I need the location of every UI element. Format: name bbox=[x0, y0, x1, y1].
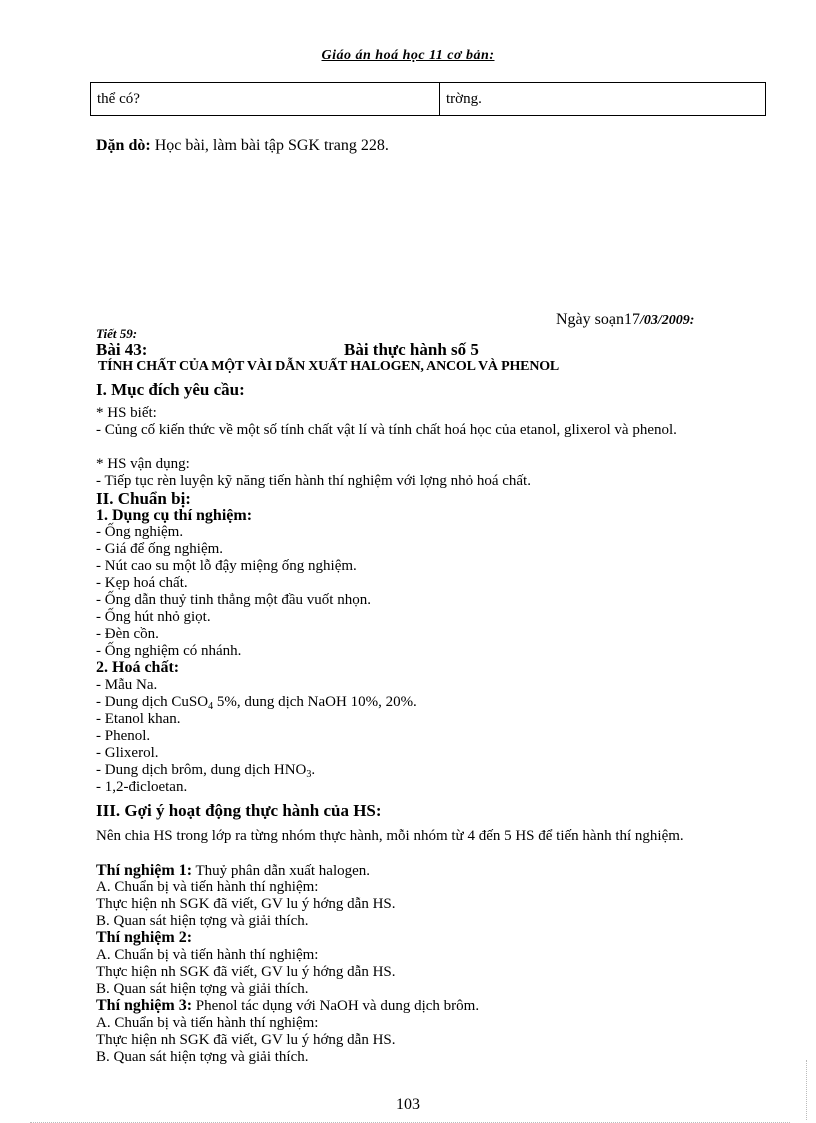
subsection-heading: 2. Hoá chất: bbox=[96, 659, 180, 676]
list-item: A. Chuẩn bị và tiến hành thí nghiệm: bbox=[96, 879, 319, 895]
list-item: Thực hiện nh SGK đã viết, GV lu ý hớng dẫn HS. bbox=[96, 1032, 396, 1048]
subsection-heading: 1. Dụng cụ thí nghiệm: bbox=[96, 507, 253, 524]
page-number: 103 bbox=[396, 1096, 420, 1113]
list-item: A. Chuẩn bị và tiến hành thí nghiệm: bbox=[96, 1015, 319, 1031]
list-item: - Glixerol. bbox=[96, 745, 159, 761]
experiment-label: Thí nghiệm 2: bbox=[96, 929, 193, 946]
date-label: Ngày soạn17 bbox=[556, 311, 640, 328]
lesson-number: Bài 43: bbox=[96, 340, 148, 359]
period-label: Tiết 59: bbox=[96, 326, 138, 341]
list-item: - Etanol khan. bbox=[96, 711, 181, 727]
list-item: - Ống dẫn thuỷ tinh thẳng một đầu vuốt nhọn. bbox=[96, 592, 371, 608]
list-item: - Ống nghiệm có nhánh. bbox=[96, 643, 242, 659]
list-item: - Đèn cồn. bbox=[96, 626, 159, 642]
table-cell: trờng. bbox=[440, 83, 766, 116]
list-item: - Ống hút nhỏ giọt. bbox=[96, 609, 211, 625]
lesson-subtitle: TÍNH CHẤT CỦA MỘT VÀI DẪN XUẤT HALOGEN, ANCOL VÀ PHENOL bbox=[98, 359, 560, 374]
list-item: Thực hiện nh SGK đã viết, GV lu ý hớng dẫn HS. bbox=[96, 896, 396, 912]
chem-text: 5%, dung dịch NaOH 10%, 20%. bbox=[213, 694, 417, 710]
continuation-table bbox=[90, 82, 766, 116]
table-cell: thể có? bbox=[91, 83, 440, 116]
experiment-title: Thuỷ phân dẫn xuất halogen. bbox=[192, 863, 371, 879]
list-item: - Phenol. bbox=[96, 728, 151, 744]
homework-label: Dặn dò: bbox=[96, 137, 151, 154]
date-line bbox=[556, 311, 694, 329]
list-item: B. Quan sát hiện tợng và giải thích. bbox=[96, 981, 309, 997]
experiment-3-title bbox=[96, 997, 479, 1015]
experiment-label: Thí nghiệm 3: bbox=[96, 997, 193, 1014]
list-item: B. Quan sát hiện tợng và giải thích. bbox=[96, 913, 309, 929]
list-item: B. Quan sát hiện tợng và giải thích. bbox=[96, 1049, 309, 1065]
list-item: Thực hiện nh SGK đã viết, GV lu ý hớng dẫn HS. bbox=[96, 964, 396, 980]
section-heading: III. Gợi ý hoạt động thực hành của HS: bbox=[96, 801, 382, 820]
date-value: /03/2009: bbox=[639, 313, 695, 328]
intro-text: Nên chia HS trong lớp ra từng nhóm thực hành, mỗi nhóm từ 4 đến 5 HS để tiến hành thí nghiệm. bbox=[96, 828, 684, 844]
list-item: - Kẹp hoá chất. bbox=[96, 575, 188, 591]
know-label: * HS biết: bbox=[96, 405, 157, 421]
list-item: - Ống nghiệm. bbox=[96, 524, 184, 540]
document-header: Giáo án hoá học 11 cơ bản: bbox=[321, 48, 495, 63]
chem-text: - Dung dịch CuSO bbox=[96, 694, 209, 710]
list-item bbox=[96, 694, 417, 711]
list-item: - Nút cao su một lỗ đậy miệng ống nghiệm. bbox=[96, 558, 357, 574]
chem-subscript: 4 bbox=[208, 701, 214, 712]
chem-subscript: 3 bbox=[306, 769, 312, 780]
apply-label: * HS vận dụng: bbox=[96, 456, 190, 472]
lesson-title: Bài thực hành số 5 bbox=[344, 340, 479, 359]
section-heading: I. Mục đích yêu cầu: bbox=[96, 380, 245, 399]
table-row bbox=[91, 83, 766, 116]
list-item: - 1,2-đicloetan. bbox=[96, 779, 188, 795]
list-item bbox=[96, 762, 315, 779]
list-item: - Mẫu Na. bbox=[96, 677, 158, 693]
experiment-title: Phenol tác dụng với NaOH và dung dịch brôm. bbox=[192, 998, 480, 1014]
margin-dotted-divider bbox=[806, 1060, 807, 1120]
know-text: - Củng cố kiến thức về một số tính chất vật lí và tính chất hoá học của etanol, glixerol và phenol. bbox=[96, 422, 677, 438]
homework-line bbox=[96, 137, 389, 155]
homework-text: Học bài, làm bài tập SGK trang 228. bbox=[150, 137, 389, 154]
section-heading: II. Chuẩn bị: bbox=[96, 489, 191, 508]
list-item: A. Chuẩn bị và tiến hành thí nghiệm: bbox=[96, 947, 319, 963]
chem-text: . bbox=[311, 762, 316, 778]
apply-text: - Tiếp tục rèn luyện kỹ năng tiến hành thí nghiệm với lợng nhỏ hoá chất. bbox=[96, 473, 531, 489]
experiment-label: Thí nghiệm 1: bbox=[96, 862, 193, 879]
experiment-1-title bbox=[96, 862, 370, 880]
list-item: - Giá để ống nghiệm. bbox=[96, 541, 224, 557]
chem-text: - Dung dịch brôm, dung dịch HNO bbox=[96, 762, 307, 778]
